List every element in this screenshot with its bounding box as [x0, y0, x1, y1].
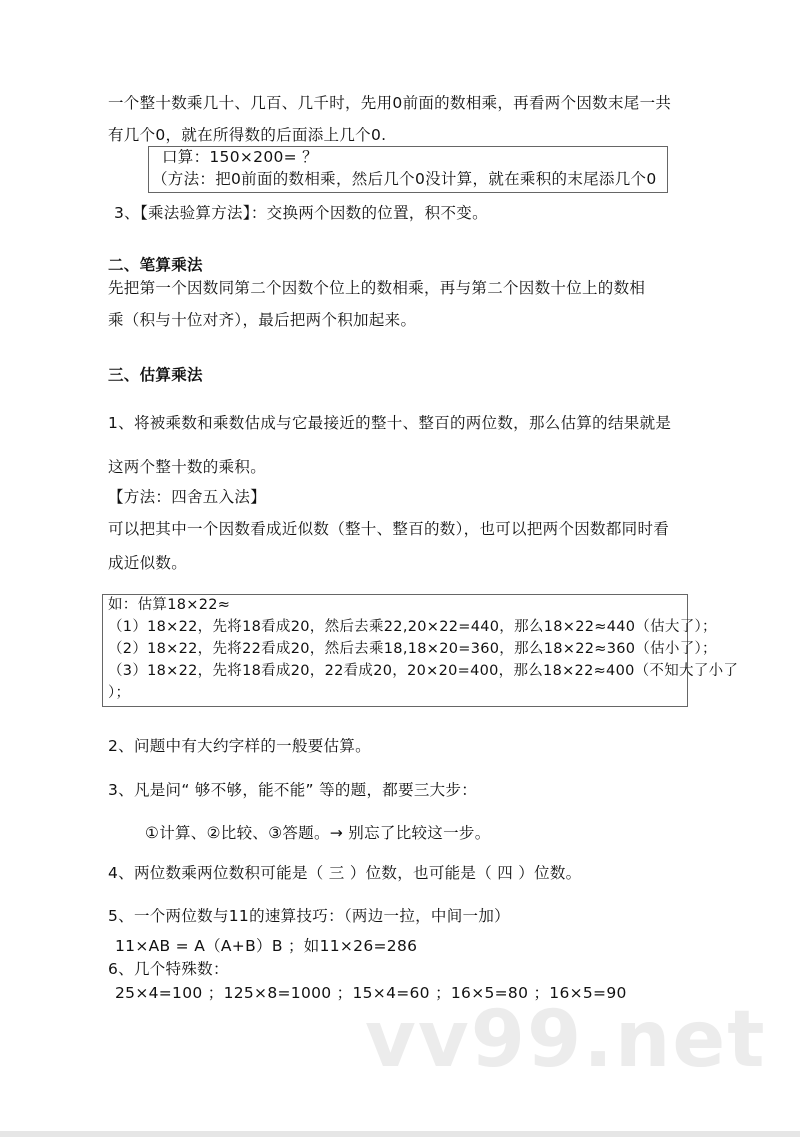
item-4: 4、两位数乘两位数积可能是（ 三 ）位数，也可能是（ 四 ）位数。 — [108, 864, 582, 882]
intro-line-1: 一个整十数乘几十、几百、几千时，先用0前面的数相乘，再看两个因数末尾一共 — [108, 94, 672, 112]
page-bottom-edge — [0, 1131, 800, 1137]
section-3-heading: 三、估算乘法 — [108, 366, 203, 384]
intro-line-2: 有几个0，就在所得数的后面添上几个0. — [108, 126, 387, 144]
oral-calc-method: （方法：把0前面的数相乘，然后几个0没计算，就在乘积的末尾添几个0 — [152, 170, 657, 188]
section-3-p1-line-2: 这两个整十数的乘积。 — [108, 458, 267, 476]
section-3-p2-line-2: 成近似数。 — [108, 554, 188, 572]
example-line: （1）18×22，先将18看成20，然后去乘22,20×22=440，那么18×22≈440（估大了）； — [108, 619, 717, 635]
item-3: 3、凡是问“ 够不够，能不能” 等的题，都要三大步： — [108, 781, 478, 799]
example-line: 如：估算18×22≈ — [108, 597, 231, 613]
section-3-method: 【方法：四舍五入法】 — [108, 488, 267, 506]
section-2-line-2: 乘（积与十位对齐），最后把两个积加起来。 — [108, 311, 417, 329]
section-2-line-1: 先把第一个因数同第二个因数个位上的数相乘，再与第二个因数十位上的数相 — [108, 279, 646, 297]
section-2-heading: 二、笔算乘法 — [108, 256, 203, 274]
section-3-p1-line-1: 1、将被乘数和乘数估成与它最接近的整十、整百的两位数，那么估算的结果就是 — [108, 414, 672, 432]
item-6-values: 25×4=100 ；125×8=1000 ；15×4=60 ；16×5=80 ；16×5=90 — [115, 984, 627, 1002]
item-5-formula: 11×AB = A（A+B）B ；如11×26=286 — [115, 937, 418, 955]
verify-method: 3、【乘法验算方法】：交换两个因数的位置，积不变。 — [114, 204, 488, 222]
section-3-p2-line-1: 可以把其中一个因数看成近似数（整十、整百的数），也可以把两个因数都同时看 — [108, 520, 670, 538]
example-line: （2）18×22，先将22看成20，然后去乘18,18×20=360，那么18×22≈360（估小了）； — [108, 641, 717, 657]
item-6: 6、几个特殊数： — [108, 960, 229, 978]
item-3-steps: ①计算、②比较、③答题。→ 别忘了比较这一步。 — [145, 824, 491, 842]
example-line: ）； — [108, 685, 131, 701]
item-2: 2、问题中有大约字样的一般要估算。 — [108, 737, 371, 755]
example-line: （3）18×22，先将18看成20，22看成20，20×20=400，那么18×22≈400（不知大了小了 — [108, 663, 739, 679]
oral-calc-line: 口算：150×200= ？ — [162, 148, 318, 166]
watermark: vv99.net — [365, 995, 767, 1085]
item-5: 5、一个两位数与11的速算技巧：（两边一拉，中间一加） — [108, 907, 510, 925]
